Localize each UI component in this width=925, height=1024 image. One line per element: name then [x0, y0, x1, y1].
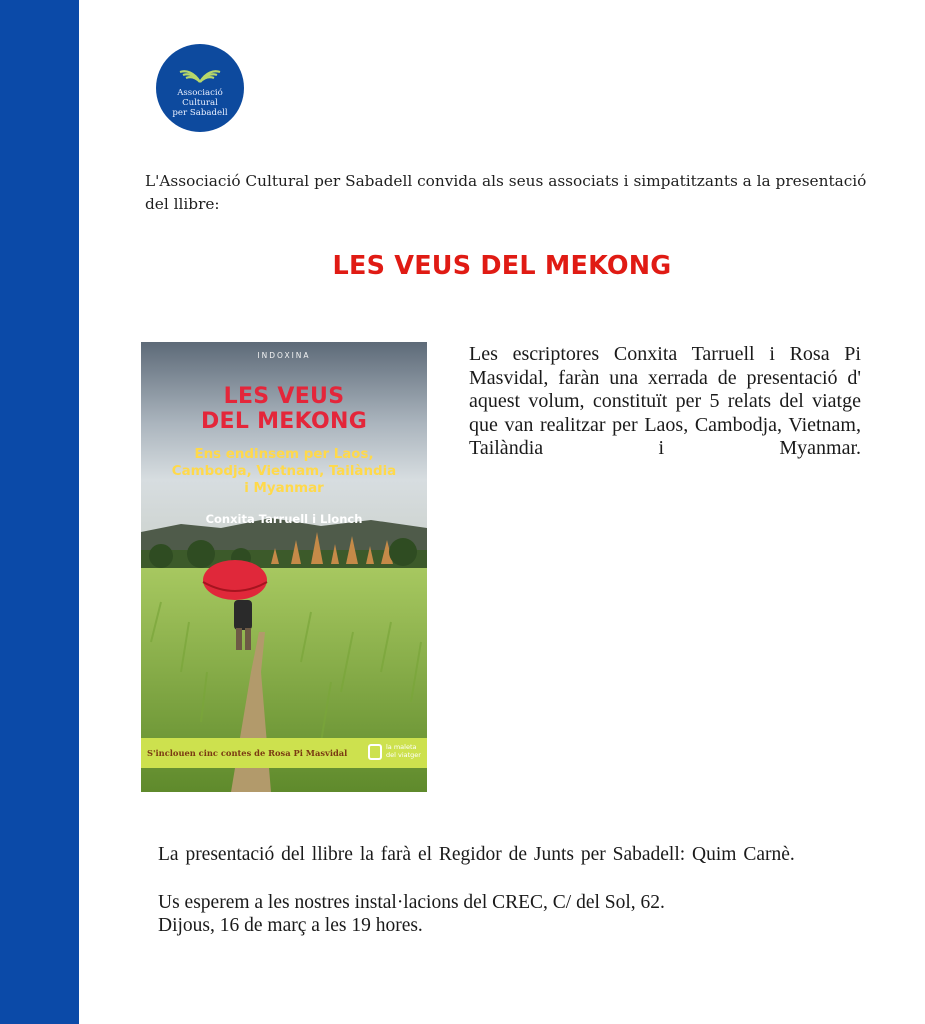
- cover-publisher-line-2: del viatger: [386, 751, 421, 759]
- publisher-suitcase-icon: [368, 744, 382, 760]
- book-description: Les escriptores Conxita Tarruell i Rosa Pi Masvidal, faràn una xerrada de presentació d' aquest volum, constituït per 5 relats del viatge que van realitzar per Laos, Cambodja, Vietnam, Tailàndia i Myanmar.: [469, 343, 861, 460]
- date-text: Dijous, 16 de març a les 19 hores.: [158, 915, 423, 936]
- left-blue-bar: [0, 0, 79, 1024]
- cover-title-line-1: LES VEUS: [223, 384, 345, 409]
- cover-author: Conxita Tarruell i Llonch: [205, 512, 363, 526]
- open-book-icon: [178, 62, 222, 84]
- cover-title-line-2: DEL MEKONG: [200, 409, 368, 434]
- intro-text: L'Associació Cultural per Sabadell convida als seus associats i simpatitzants a la presentació del llibre:: [145, 172, 867, 213]
- association-logo: [156, 44, 244, 132]
- cover-subtitle-line-3: i Myanmar: [244, 481, 324, 496]
- cover-title: [141, 384, 427, 434]
- cover-publisher-line-1: la maleta: [386, 743, 417, 751]
- book-title-heading: LES VEUS DEL MEKONG: [332, 251, 672, 281]
- cover-series: INDOXINA: [257, 351, 311, 360]
- presenter-text: La presentació del llibre la farà el Regidor de Junts per Sabadell: Quim Carnè.: [158, 844, 795, 865]
- logo-line-1: Associació Cultural: [177, 88, 223, 108]
- event-details: [158, 843, 890, 938]
- cover-publisher: [386, 743, 426, 759]
- cover-band-text: S'inclouen cinc contes de Rosa Pi Masvidal: [147, 748, 348, 758]
- logo-line-2: per Sabadell: [172, 108, 228, 118]
- book-cover: [141, 342, 427, 792]
- cover-subtitle-line-2: Cambodja, Vietnam, Tailàndia: [171, 464, 397, 479]
- cover-subtitle-line-1: Ens endinsem per Laos,: [194, 447, 374, 462]
- logo-text: [158, 88, 242, 118]
- cover-subtitle: [147, 446, 421, 497]
- location-text: Us esperem a les nostres instal·lacions del CREC, C/ del Sol, 62.: [158, 891, 665, 913]
- paragraph-gap: [158, 867, 890, 891]
